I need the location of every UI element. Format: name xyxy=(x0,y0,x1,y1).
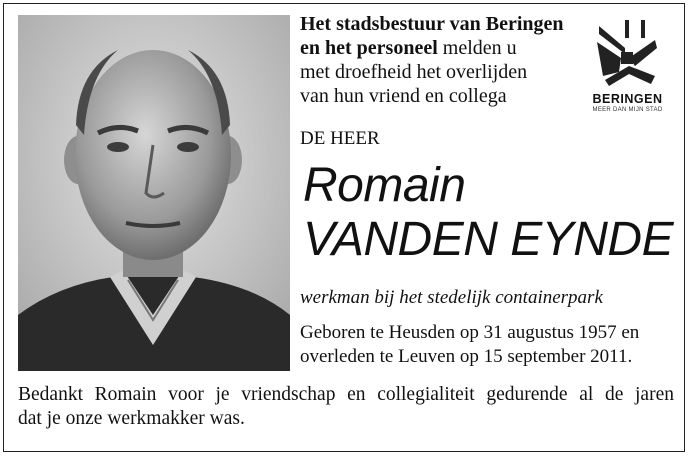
logo-name: BERINGEN xyxy=(592,92,663,106)
death-line: overleden te Leuven op 15 september 2011. xyxy=(300,346,633,367)
intro-text xyxy=(300,12,590,108)
last-name: VANDEN EYNDE xyxy=(303,213,674,266)
beringen-logo xyxy=(585,14,670,114)
intro-bold-line2: en het personeel xyxy=(300,37,438,59)
honorific: DE HEER xyxy=(300,128,380,149)
first-name: Romain xyxy=(303,159,466,212)
closing-line2: dat je onze werkmakker was. xyxy=(18,408,245,429)
intro-bold-line1: Het stadsbestuur van Beringen xyxy=(300,13,564,35)
role-description: werkman bij het stedelijk containerpark xyxy=(300,287,603,308)
beringen-logo-mark xyxy=(585,14,670,92)
intro-line3: met droefheid het overlijden xyxy=(300,61,528,83)
closing-line1: Bedankt Romain voor je vriendschap en collegialiteit gedurende al de jaren xyxy=(18,384,674,405)
logo-tagline: MEER DAN MIJN STAD xyxy=(592,107,663,113)
closing-text xyxy=(18,383,674,431)
intro-line4: van hun vriend en collega xyxy=(300,85,507,107)
portrait-photo xyxy=(18,15,290,371)
intro-rest-line2: melden u xyxy=(437,37,517,59)
life-dates xyxy=(300,321,639,369)
portrait-image xyxy=(18,15,290,371)
birth-line: Geboren te Heusden op 31 augustus 1957 en xyxy=(300,322,640,343)
